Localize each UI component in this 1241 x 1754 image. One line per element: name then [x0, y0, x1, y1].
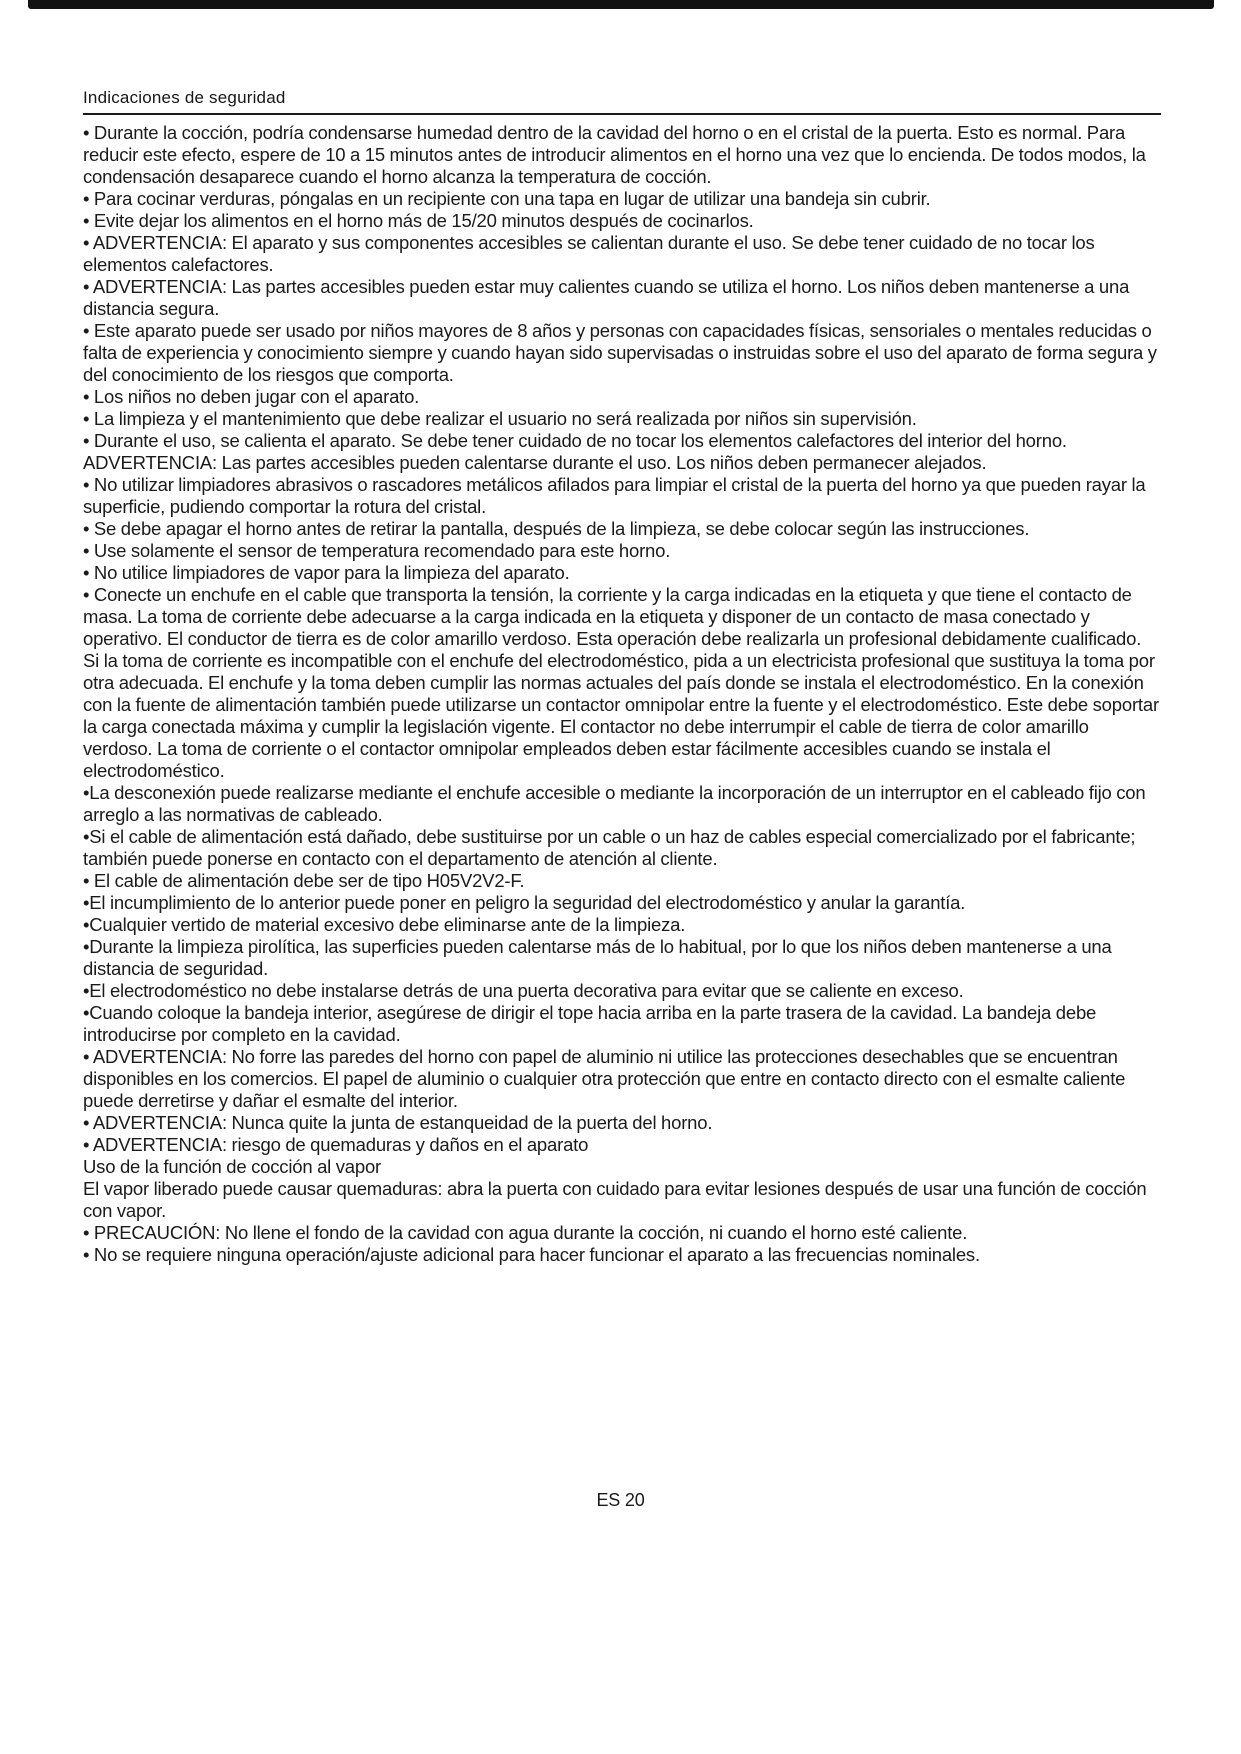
safety-instructions-list [83, 122, 1161, 1266]
safety-paragraph: • Durante el uso, se calienta el aparato. Se debe tener cuidado de no tocar los elementos calefactores del interior del horno. [83, 430, 1067, 451]
safety-paragraph: • Evite dejar los alimentos en el horno más de 15/20 minutos después de cocinarlos. [83, 210, 754, 231]
safety-paragraph: •El electrodoméstico no debe instalarse detrás de una puerta decorativa para evitar que se caliente en exceso. [83, 980, 964, 1001]
safety-paragraph: • Use solamente el sensor de temperatura recomendado para este horno. [83, 540, 671, 561]
safety-paragraph: • ADVERTENCIA: No forre las paredes del horno con papel de aluminio ni utilice las protecciones desechables que se encuentran disponibles en los comercios. El papel de aluminio o cualquier otra protección que entre en contacto directo con el esmalte caliente puede derretirse y dañar el esmalte del interior. [83, 1046, 1126, 1111]
safety-paragraph: • Se debe apagar el horno antes de retirar la pantalla, después de la limpieza, se debe colocar según las instrucciones. [83, 518, 1030, 539]
safety-paragraph: • ADVERTENCIA: Nunca quite la junta de estanqueidad de la puerta del horno. [83, 1112, 713, 1133]
safety-paragraph: • ADVERTENCIA: riesgo de quemaduras y daños en el aparato [83, 1134, 589, 1155]
safety-paragraph: •Si el cable de alimentación está dañado, debe sustituirse por un cable o un haz de cables especial comercializado por el fabricante; también puede ponerse en contacto con el departamento de atención al cliente. [83, 826, 1136, 869]
safety-paragraph: • Conecte un enchufe en el cable que transporta la tensión, la corriente y la carga indicadas en la etiqueta y que tiene el contacto de masa. La toma de corriente debe adecuarse a la carga indicada en la etiqueta y disponer de un contacto de masa conectado y operativo. El conductor de tierra es de color amarillo verdoso. Esta operación debe realizarla un profesional debidamente cualificado. Si la toma de corriente es incompatible con el enchufe del electrodoméstico, pida a un electricista profesional que sustituya la toma por otra adecuada. El enchufe y la toma deben cumplir las normas actuales del país donde se instala el electrodoméstico. En la conexión con la fuente de alimentación también puede utilizarse un contactor omnipolar entre la fuente y el electrodoméstico. Este debe soportar la carga conectada máxima y cumplir la legislación vigente. El contactor no debe interrumpir el cable de tierra de color amarillo verdoso. La toma de corriente o el contactor omnipolar empleados deben estar fácilmente accesibles cuando se instala el electrodoméstico. [83, 584, 1159, 781]
safety-paragraph: ADVERTENCIA: Las partes accesibles pueden calentarse durante el uso. Los niños deben permanecer alejados. [83, 452, 987, 473]
safety-paragraph: •El incumplimiento de lo anterior puede poner en peligro la seguridad del electrodoméstico y anular la garantía. [83, 892, 966, 913]
safety-paragraph: •La desconexión puede realizarse mediante el enchufe accesible o mediante la incorporación de un interruptor en el cableado fijo con arreglo a las normativas de cableado. [83, 782, 1146, 825]
safety-paragraph: • PRECAUCIÓN: No llene el fondo de la cavidad con agua durante la cocción, ni cuando el horno esté caliente. [83, 1222, 968, 1243]
safety-paragraph: • Durante la cocción, podría condensarse humedad dentro de la cavidad del horno o en el cristal de la puerta. Esto es normal. Para reducir este efecto, espere de 10 a 15 minutos antes de introducir alimentos en el horno una vez que lo encienda. De todos modos, la condensación desaparece cuando el horno alcanza la temperatura de cocción. [83, 122, 1146, 187]
safety-paragraph: •Durante la limpieza pirolítica, las superficies pueden calentarse más de lo habitual, por lo que los niños deben mantenerse a una distancia de seguridad. [83, 936, 1112, 979]
safety-paragraph: • La limpieza y el mantenimiento que debe realizar el usuario no será realizada por niños sin supervisión. [83, 408, 917, 429]
safety-paragraph: • Los niños no deben jugar con el aparato. [83, 386, 420, 407]
safety-paragraph: • ADVERTENCIA: Las partes accesibles pueden estar muy calientes cuando se utiliza el horno. Los niños deben mantenerse a una distancia segura. [83, 276, 1130, 319]
safety-paragraph: • No utilice limpiadores de vapor para la limpieza del aparato. [83, 562, 570, 583]
section-title: Indicaciones de seguridad [83, 88, 286, 107]
page-content [83, 88, 1161, 1266]
header-rule [83, 113, 1161, 115]
safety-paragraph: • No se requiere ninguna operación/ajuste adicional para hacer funcionar el aparato a las frecuencias nominales. [83, 1244, 980, 1265]
safety-paragraph: • Para cocinar verduras, póngalas en un recipiente con una tapa en lugar de utilizar una bandeja sin cubrir. [83, 188, 931, 209]
safety-paragraph: • Este aparato puede ser usado por niños mayores de 8 años y personas con capacidades físicas, sensoriales o mentales reducidas o falta de experiencia y conocimiento siempre y cuando hayan sido supervisadas o instruidas sobre el uso del aparato de forma segura y del conocimiento de los riesgos que comporta. [83, 320, 1157, 385]
safety-paragraph: • No utilizar limpiadores abrasivos o rascadores metálicos afilados para limpiar el cristal de la puerta del horno ya que pueden rayar la superficie, pudiendo comportar la rotura del cristal. [83, 474, 1146, 517]
safety-paragraph: • ADVERTENCIA: El aparato y sus componentes accesibles se calientan durante el uso. Se debe tener cuidado de no tocar los elementos calefactores. [83, 232, 1095, 275]
page-number: ES 20 [596, 1490, 645, 1510]
safety-paragraph: Uso de la función de cocción al vapor [83, 1156, 381, 1177]
safety-paragraph: •Cuando coloque la bandeja interior, asegúrese de dirigir el tope hacia arriba en la parte trasera de la cavidad. La bandeja debe introducirse por completo en la cavidad. [83, 1002, 1097, 1045]
safety-paragraph: •Cualquier vertido de material excesivo debe eliminarse ante de la limpieza. [83, 914, 686, 935]
safety-paragraph: El vapor liberado puede causar quemaduras: abra la puerta con cuidado para evitar lesiones después de usar una función de cocción con vapor. [83, 1178, 1147, 1221]
safety-paragraph: • El cable de alimentación debe ser de tipo H05V2V2-F. [83, 870, 525, 891]
scan-edge-artifact [28, 0, 1214, 9]
